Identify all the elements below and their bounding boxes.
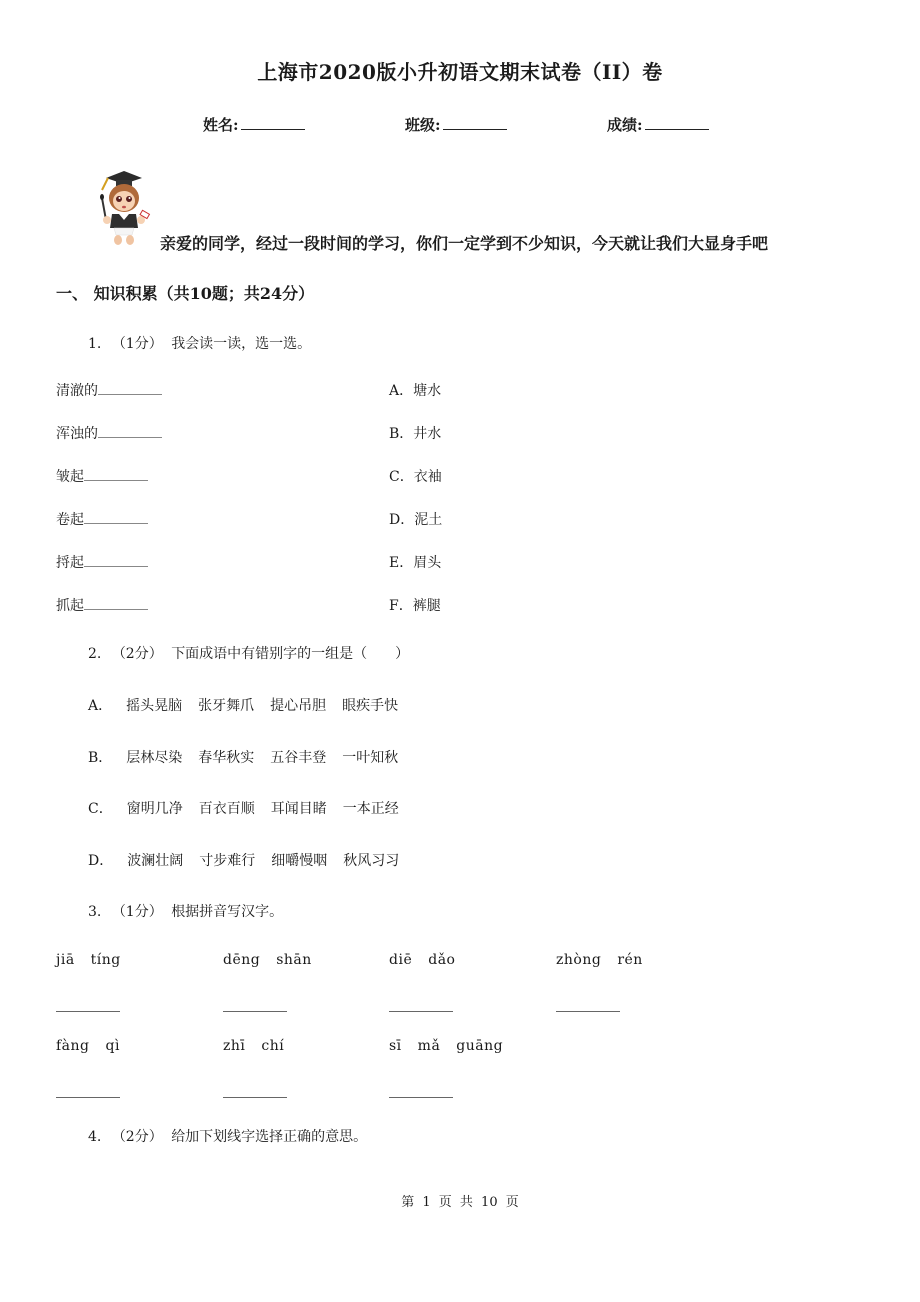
- match-right-item: B．井水: [389, 426, 442, 442]
- class-blank: [443, 115, 507, 130]
- answer-blank[interactable]: [84, 509, 148, 524]
- name-blank: [241, 115, 305, 130]
- match-left-item: 捋起: [56, 552, 148, 572]
- graduate-mascot-icon: [90, 168, 152, 248]
- answer-blank[interactable]: [223, 1011, 287, 1012]
- option-a[interactable]: A． 摇头晃脑 张牙舞爪 提心吊胆 眼疾手快: [88, 698, 399, 714]
- name-field: [203, 114, 305, 135]
- answer-blank[interactable]: [84, 466, 148, 481]
- answer-blank[interactable]: [389, 1011, 453, 1012]
- pinyin-prompt: zhòng rén: [556, 952, 643, 968]
- match-left-item: 卷起: [56, 509, 148, 529]
- option-c[interactable]: C． 窗明几净 百衣百顺 耳闻目睹 一本正经: [88, 801, 399, 817]
- question-prompt: 根据拼音写汉字。: [171, 904, 284, 920]
- question-number: 4.: [88, 1129, 102, 1145]
- answer-blank[interactable]: [389, 1097, 453, 1098]
- score-blank: [645, 115, 709, 130]
- pinyin-prompt: diē dǎo: [389, 952, 456, 968]
- score-label: 成绩:: [607, 116, 643, 134]
- question-4-header: [88, 1126, 367, 1146]
- answer-blank[interactable]: [56, 1097, 120, 1098]
- name-label: 姓名:: [203, 116, 239, 134]
- question-score: （1分）: [111, 904, 163, 920]
- answer-blank[interactable]: [84, 552, 148, 567]
- question-prompt: 我会读一读，选一选。: [171, 336, 312, 352]
- class-label: 班级:: [405, 116, 441, 134]
- exam-title: 上海市2020版小升初语文期末试卷（II）卷: [257, 60, 663, 84]
- answer-blank[interactable]: [84, 595, 148, 610]
- question-number: 3.: [88, 904, 102, 920]
- option-d[interactable]: D． 波澜壮阔 寸步难行 细嚼慢咽 秋风习习: [88, 853, 400, 869]
- answer-blank[interactable]: [556, 1011, 620, 1012]
- question-3-header: [88, 901, 283, 921]
- class-field: [405, 114, 507, 135]
- pinyin-prompt: jiā tíng: [56, 952, 121, 968]
- answer-blank[interactable]: [98, 380, 162, 395]
- pinyin-prompt: zhī chí: [223, 1038, 285, 1054]
- question-number: 2.: [88, 646, 102, 662]
- match-left-item: 皱起: [56, 466, 148, 486]
- question-score: （2分）: [111, 646, 163, 662]
- answer-blank[interactable]: [223, 1097, 287, 1098]
- question-2-header: [88, 643, 409, 663]
- match-left-item: 抓起: [56, 595, 148, 615]
- question-1-header: [88, 333, 311, 353]
- question-prompt: 下面成语中有错别字的一组是（ ）: [171, 646, 410, 662]
- match-right-item: A．塘水: [389, 383, 442, 399]
- match-right-item: E．眉头: [389, 555, 442, 571]
- score-field: [607, 114, 709, 135]
- question-number: 1.: [88, 336, 102, 352]
- match-right-item: C．衣袖: [389, 469, 442, 485]
- option-b[interactable]: B． 层林尽染 春华秋实 五谷丰登 一叶知秋: [88, 750, 399, 766]
- pinyin-prompt: dēng shān: [223, 952, 312, 968]
- match-right-item: F．裤腿: [389, 598, 441, 614]
- question-score: （2分）: [111, 1129, 163, 1145]
- match-right-item: D．泥土: [389, 512, 443, 528]
- pinyin-prompt: fàng qì: [56, 1038, 120, 1054]
- answer-blank[interactable]: [98, 423, 162, 438]
- match-left-item: 浑浊的: [56, 423, 162, 443]
- question-prompt: 给加下划线字选择正确的意思。: [171, 1129, 368, 1145]
- question-score: （1分）: [111, 336, 163, 352]
- page-footer: 第 1 页 共 10 页: [401, 1195, 519, 1210]
- greeting-text: 亲爱的同学，经过一段时间的学习，你们一定学到不少知识，今天就让我们大显身手吧: [160, 234, 769, 253]
- match-left-item: 清澈的: [56, 380, 162, 400]
- pinyin-prompt: sī mǎ guāng: [389, 1038, 504, 1054]
- answer-blank[interactable]: [56, 1011, 120, 1012]
- section-heading: 一、 知识积累（共10题；共24分）: [56, 284, 315, 303]
